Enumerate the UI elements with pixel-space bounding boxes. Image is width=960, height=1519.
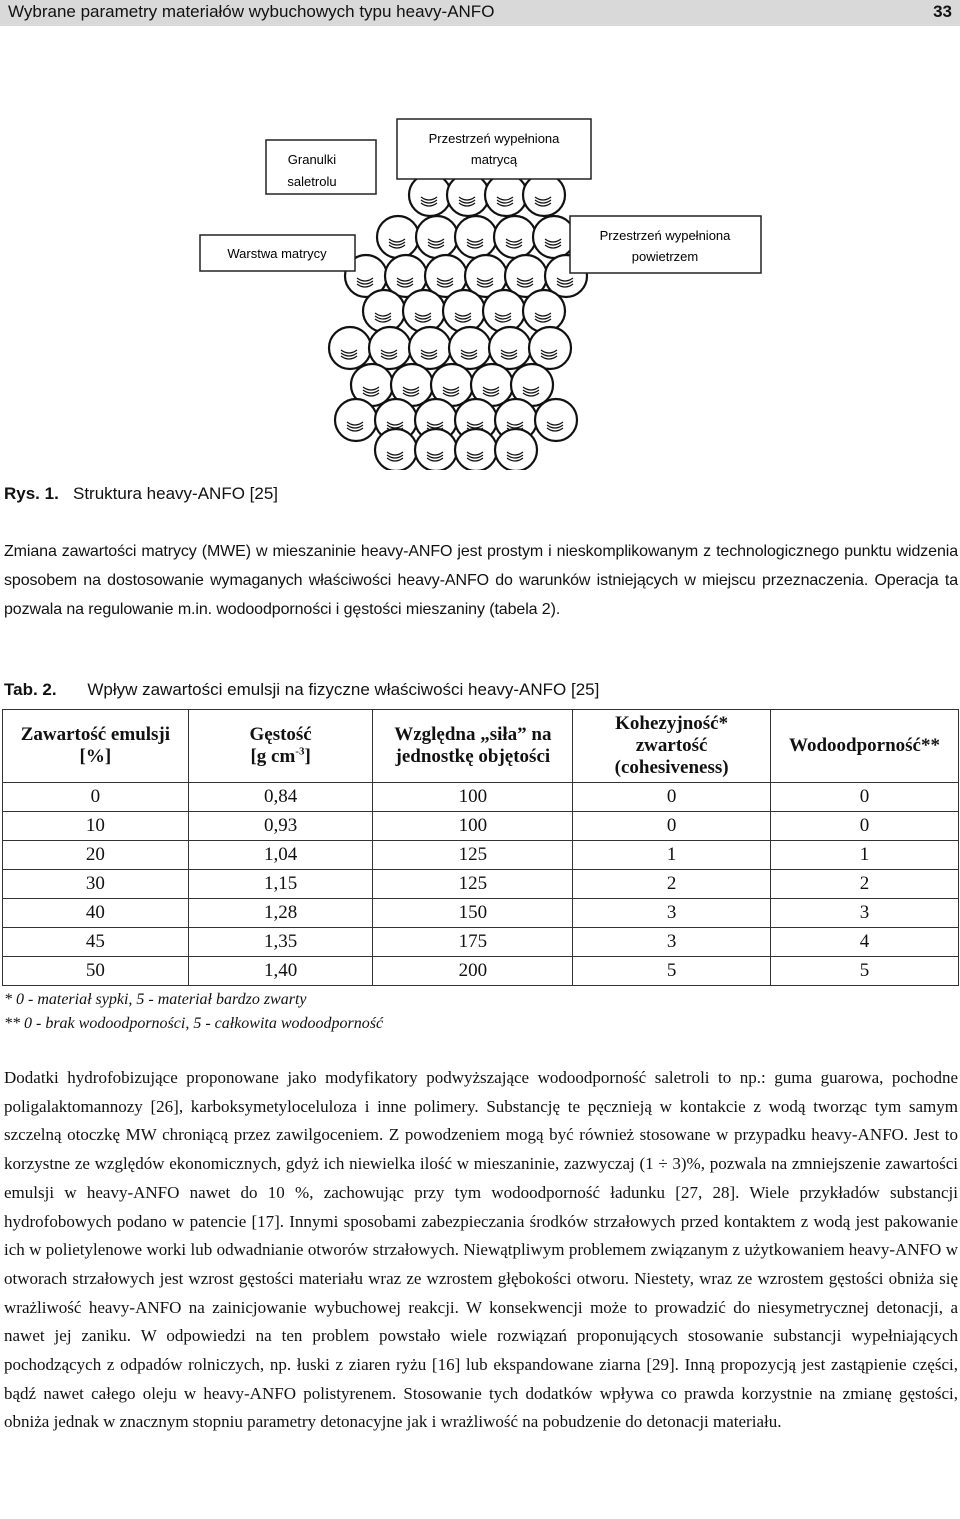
table-row — [3, 899, 959, 928]
table-cell: 40 — [3, 899, 189, 928]
table-cell: 0,93 — [188, 812, 373, 841]
table-caption — [4, 680, 599, 700]
table-cell: 45 — [3, 928, 189, 957]
granule-circle — [415, 429, 457, 470]
table-cell: 1,15 — [188, 870, 373, 899]
table-cell: 5 — [573, 957, 771, 986]
figure-caption — [4, 484, 278, 504]
table-row — [3, 957, 959, 986]
granule-circle — [447, 174, 489, 216]
table-cell: 5 — [771, 957, 959, 986]
table-cell: 3 — [573, 928, 771, 957]
table-row — [3, 841, 959, 870]
granule-circle — [523, 174, 565, 216]
label-box-matrix-space — [397, 119, 591, 179]
table-cell: 0 — [573, 783, 771, 812]
table-cell: 1 — [771, 841, 959, 870]
emulsion-properties-table — [2, 709, 959, 986]
header-cohesiveness: Kohezyjność* zwartość (cohesiveness) — [573, 710, 771, 783]
granule-circle — [416, 216, 458, 258]
page-number: 33 — [933, 2, 952, 21]
granule-circle — [495, 429, 537, 470]
table-cell: 100 — [373, 812, 573, 841]
table-cell: 50 — [3, 957, 189, 986]
table-caption-text: Wpływ zawartości emulsji na fizyczne właściwości heavy-ANFO [25] — [87, 680, 600, 699]
granule-circle — [523, 290, 565, 332]
header-relative-strength: Względna „siła” na jednostkę objętości — [373, 710, 573, 783]
granule-circle — [369, 327, 411, 369]
granule-circle — [377, 216, 419, 258]
table-header-row — [3, 710, 959, 783]
label-box-air-space — [570, 216, 761, 273]
granule-circle — [329, 327, 371, 369]
table-cell: 2 — [771, 870, 959, 899]
paragraph-2: Dodatki hydrofobizujące proponowane jako modyfikatory podwyższające wodoodporność saletroli to np.: guma guarowa, pochodne poligalaktomannozy [26], karboksymetyloceluloza i inne polimery. Substancję te pęcznieją w kontakcie z wodą tworząc tym samym szczelną otoczkę MW chroniącą przez zawilgoceniem. Z powodzeniem mogą być również stosowane w przypadku heavy-ANFO. Jest to korzystne ze względów ekonomicznych, gdyż ich niewielka ilość w mieszaninie, zazwyczaj (1 ÷ 3)%, pozwala na zmniejszenie zawartości emulsji w heavy-ANFO nawet do 10 %, zachowując przy tym wodoodporność ładunku [27, 28]. Wiele przykładów substancji hydrofobowych podano w patencie [17]. Innymi sposobami zabezpieczania środków strzałowych przed kontaktem z wodą jest pakowanie ich w polietylenowe worki lub odwadnianie otworów strzałowych. Niewątpliwym problemem związanym z użytkowaniem heavy-ANFO w otworach strzałowych jest wzrost gęstości materiału wraz ze wzrostem głębokości otworu. Niestety, wraz ze wzrostem gęstości obniża się wrażliwość heavy-ANFO na zainicjowanie wybuchowej reakcji. W konsekwencji może to prowadzić do niesymetrycznej detonacji, a nawet jej zaniku. W odpowiedzi na ten problem powstało wiele rozwiązań proponujących stosowanie substancji wypełniających pochodzących z odpadów rolniczych, np. łuski z ziaren ryżu [16] lub ekspandowane ziarna [29]. Inną propozycją jest zastąpienie części, bądź nawet całego oleju w heavy-ANFO polistyrenem. Stosowanie tych dodatków wpływa co prawda korzystnie na zmianę gęstości, obniża jednak w znacznym stopniu parametry detonacyjne jak i wrażliwość na pobudzenie do detonacji materiału. — [4, 1068, 958, 1432]
label-granules-line1: Granulki — [287, 152, 337, 167]
table-row — [3, 812, 959, 841]
table-row — [3, 928, 959, 957]
table-cell: 200 — [373, 957, 573, 986]
header-density: Gęstość [g $cm^{-3}$] — [188, 710, 373, 783]
table-cell: 125 — [373, 841, 573, 870]
table-cell: 1,04 — [188, 841, 373, 870]
table-cell: 0 — [3, 783, 189, 812]
figure-caption-label: Rys. 1. — [4, 484, 59, 503]
table-cell: 0 — [771, 783, 959, 812]
granule-circle — [455, 216, 497, 258]
table-note-2: ** 0 - brak wodoodporności, 5 - całkowita wodoodporność — [4, 1015, 384, 1032]
table-cell: 3 — [771, 899, 959, 928]
label-granules-line2: saletrolu — [287, 174, 337, 189]
label-box-granules — [266, 140, 376, 194]
table-note-1: * 0 - materiał sypki, 5 - materiał bardzo zwarty — [4, 991, 307, 1008]
table-cell: 1,28 — [188, 899, 373, 928]
table-cell: 1 — [573, 841, 771, 870]
table-cell: 0,84 — [188, 783, 373, 812]
table-cell: 4 — [771, 928, 959, 957]
label-matrix-space-line2: matrycą — [470, 152, 518, 167]
table-cell: 1,35 — [188, 928, 373, 957]
granule-circle — [489, 327, 531, 369]
header-title: Wybrane parametry materiałów wybuchowych typu heavy-ANFO — [8, 2, 495, 21]
label-matrix-layer: Warstwa matrycy — [227, 246, 327, 261]
granule-circle — [535, 399, 577, 441]
table-cell: 0 — [573, 812, 771, 841]
granule-circle — [494, 216, 536, 258]
table-caption-label: Tab. 2. — [4, 680, 57, 699]
granule-circle — [483, 290, 525, 332]
granule-circle — [409, 174, 451, 216]
granule-circle — [335, 399, 377, 441]
label-matrix-space-line1: Przestrzeń wypełniona — [428, 131, 560, 146]
table-cell: 150 — [373, 899, 573, 928]
label-air-space-line1: Przestrzeń wypełniona — [599, 228, 731, 243]
table-cell: 125 — [373, 870, 573, 899]
table-row — [3, 870, 959, 899]
paragraph-1: Zmiana zawartości matrycy (MWE) w mieszaninie heavy-ANFO jest prostym i nieskomplikowanym z technologicznego punktu widzenia sposobem na dostosowanie wymaganych właściwości heavy-ANFO do warunków istniejących w miejscu przeznaczenia. Operacja ta pozwala na regulowanie m.in. wodoodporności i gęstości mieszaniny (tabela 2). — [4, 543, 958, 618]
granule-circle — [533, 216, 575, 258]
table-row — [3, 783, 959, 812]
table-cell: 1,40 — [188, 957, 373, 986]
granule-circle — [449, 327, 491, 369]
table-cell: 10 — [3, 812, 189, 841]
heavy-anfo-structure-figure — [0, 0, 960, 470]
granule-circle — [409, 327, 451, 369]
granule-pack — [329, 174, 587, 470]
table-cell: 100 — [373, 783, 573, 812]
granule-circle — [375, 429, 417, 470]
table-cell: 0 — [771, 812, 959, 841]
table-cell: 2 — [573, 870, 771, 899]
granule-circle — [455, 429, 497, 470]
table-cell: 175 — [373, 928, 573, 957]
figure-caption-text: Struktura heavy-ANFO [25] — [72, 484, 279, 503]
granule-circle — [443, 290, 485, 332]
label-box-matrix-layer — [200, 235, 355, 271]
granule-circle — [363, 290, 405, 332]
table-cell: 20 — [3, 841, 189, 870]
header-emulsion-content: Zawartość emulsji [%] — [3, 710, 189, 783]
table-cell: 3 — [573, 899, 771, 928]
granule-circle — [529, 327, 571, 369]
granule-circle — [485, 174, 527, 216]
granule-circle — [403, 290, 445, 332]
table-cell: 30 — [3, 870, 189, 899]
header-water-resistance: Wodoodporność** — [771, 710, 959, 783]
label-air-space-line2: powietrzem — [631, 249, 699, 264]
